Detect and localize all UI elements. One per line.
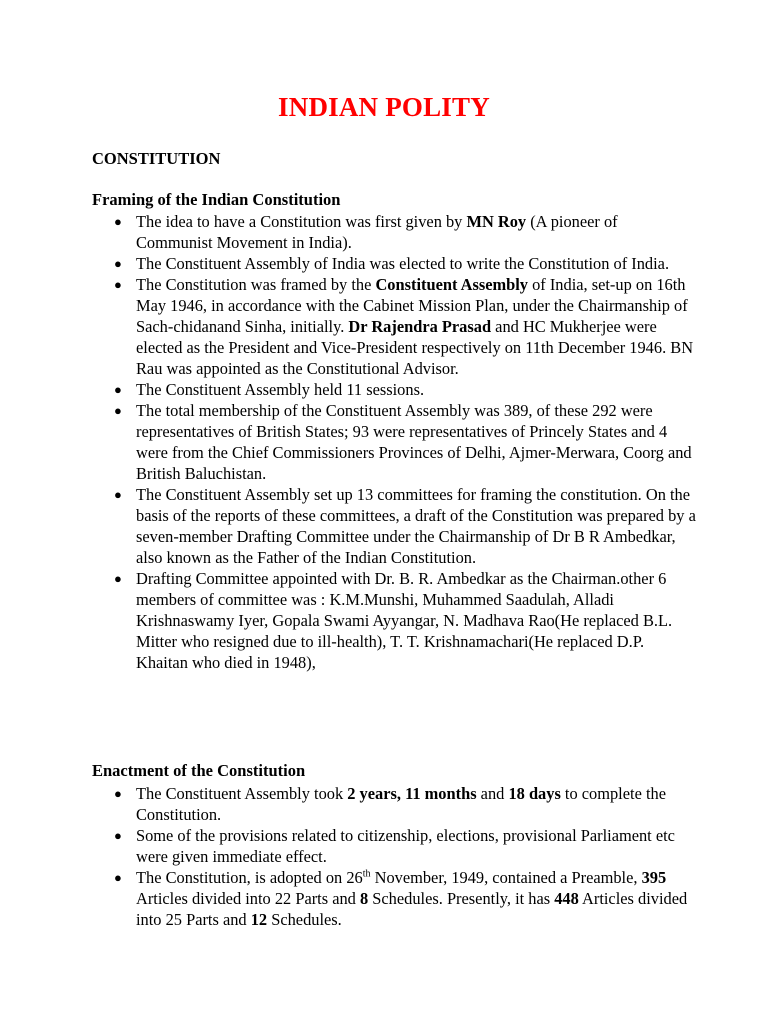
page-title: INDIAN POLITY xyxy=(278,92,490,122)
bullet-icon: ● xyxy=(114,382,122,397)
bullet-icon: ● xyxy=(114,277,122,292)
list-item: ● The idea to have a Constitution was first given by MN Roy (A pioneer of Communist Movement in India). xyxy=(114,212,618,252)
bullet-icon: ● xyxy=(114,214,122,229)
bullet-icon: ● xyxy=(114,828,122,843)
list-item: ● The Constitution, is adopted on 26th November, 1949, contained a Preamble, 395 Articles divided into 22 Parts and 8 Schedules. Presently, it has 448 Articles divided into 25 Parts and 12 Schedules. xyxy=(114,868,688,929)
list-item: ● The Constituent Assembly of India was elected to write the Constitution of India. xyxy=(114,254,670,273)
list-item: ● Some of the provisions related to citizenship, elections, provisional Parliament etc were given immediate effect. xyxy=(114,826,675,866)
list-item: ● The total membership of the Constituent Assembly was 389, of these 292 were representatives of British States; 93 were representatives of Princely States and 4 were from the Chief Commissioners Provinces of Delhi, Ajmer-Merwara, Coorg and British Baluchistan. xyxy=(114,401,692,483)
bullet-icon: ● xyxy=(114,487,122,502)
enactment-bullet-list xyxy=(114,783,696,930)
bullet-icon: ● xyxy=(114,403,122,418)
list-item: ● The Constituent Assembly took 2 years, 11 months and 18 days to complete the Constitution. xyxy=(114,784,666,824)
bullet-icon: ● xyxy=(114,256,122,271)
bullet-icon: ● xyxy=(114,786,122,801)
subheading-framing: Framing of the Indian Constitution xyxy=(92,190,341,209)
list-item: ● The Constituent Assembly set up 13 committees for framing the constitution. On the basis of the reports of these committees, a draft of the Constitution was prepared by a seven-member Drafting Committee under the Chairmanship of Dr B R Ambedkar, also known as the Father of the Indian Constitution. xyxy=(114,485,696,567)
bullet-icon: ● xyxy=(114,571,122,586)
bullet-icon: ● xyxy=(114,870,122,885)
subheading-enactment: Enactment of the Constitution xyxy=(92,761,306,780)
framing-bullet-list xyxy=(114,211,696,673)
list-item: ● Drafting Committee appointed with Dr. B. R. Ambedkar as the Chairman.other 6 members of committee was : K.M.Munshi, Muhammed Saadulah, Alladi Krishnaswamy Iyer, Gopala Swami Ayyangar, N. Madhava Rao(He replaced B.L. Mitter who resigned due to ill-health), T. T. Krishnamachari(He replaced D.P. Khaitan who died in 1948), xyxy=(114,569,673,672)
section-heading-constitution: CONSTITUTION xyxy=(92,149,221,168)
list-item: ● The Constituent Assembly held 11 sessions. xyxy=(114,380,425,399)
list-item: ● The Constitution was framed by the Constituent Assembly of India, set-up on 16th May 1946, in accordance with the Cabinet Mission Plan, under the Chairmanship of Sach-chidanand Sinha, initially. Dr Rajendra Prasad and HC Mukherjee were elected as the President and Vice-President respectively on 11th December 1946. BN Rau was appointed as the Constitutional Advisor. xyxy=(114,275,694,378)
